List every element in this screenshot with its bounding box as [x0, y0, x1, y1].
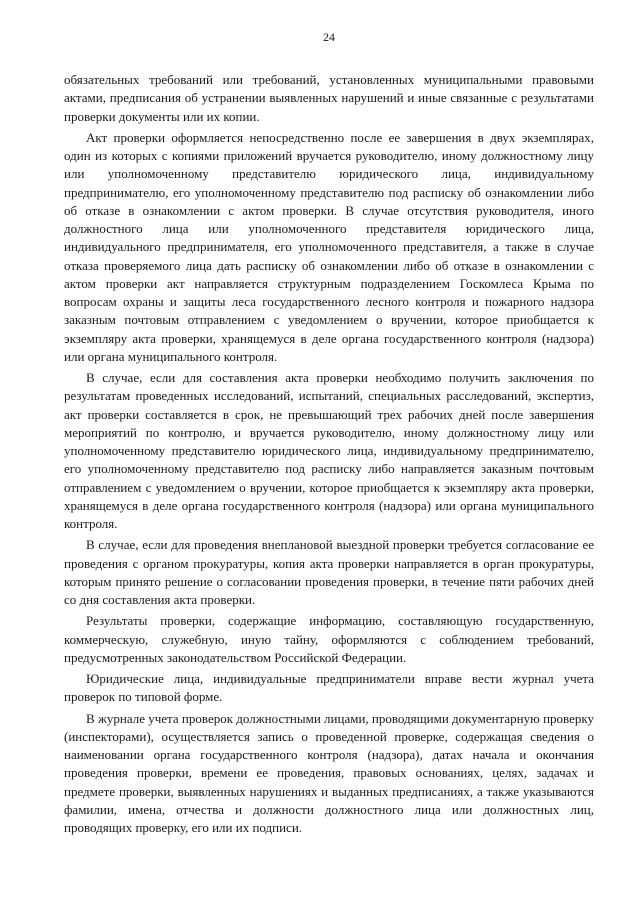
paragraph-continuation: обязательных требований или требований, установленных муниципальными правовыми актами, предписания об устранении выявленных нарушений и иные связанные с результатами проверки документы или их копии.	[64, 72, 594, 124]
page-number: 24	[323, 30, 335, 44]
paragraph-prosecutor-approval: В случае, если для проведения внеплановой выездной проверки требуется согласование ее проведения с органом прокуратуры, копия акта проверки направляется в орган прокуратуры, которым принято решение о согласовании проведения проверки, в течение пяти рабочих дней со дня составления акта проверки.	[64, 537, 594, 607]
paragraph-expert-conclusions: В случае, если для составления акта проверки необходимо получить заключения по результатам проведенных исследований, испытаний, специальных расследований, экспертиз, акт проверки составляется в срок, не превышающий трех рабочих дней после завершения мероприятий по контролю, и вручается руководителю, иному должностному лицу или уполномоченному представителю юридического лица, индивидуальному предпринимателю, его уполномоченному представителю под расписку либо направляется заказным почтовым отправлением с уведомлением о вручении, которое приобщается к экземпляру акта проверки, хранящемуся в деле органа государственного контроля (надзора) или органа муниципального контроля.	[64, 370, 594, 531]
paragraph-inspection-log: Юридические лица, индивидуальные предприниматели вправе вести журнал учета проверок по типовой форме.	[64, 671, 594, 705]
paragraph-act-of-inspection: Акт проверки оформляется непосредственно после ее завершения в двух экземплярах, один из которых с копиями приложений вручается руководителю, иному должностному лицу или уполномоченному представителю юридического лица, индивидуальному предпринимателю, его уполномоченному представителю под расписку об ознакомлении либо об отказе в ознакомлении с актом проверки. В случае отсутствия руководителя, иного должностного лица или уполномоченного представителя юридического лица, индивидуального предпринимателя, его уполномоченного представителя, а также в случае отказа проверяемого лица дать расписку об ознакомлении либо об отказе в ознакомлении с актом проверки акт направляется структурным подразделением Госкомлеса Крыма по вопросам охраны и защиты леса государственного лесного контроля и пожарного надзора заказным почтовым отправлением с уведомлением о вручении, которое приобщается к экземпляру акта проверки, хранящемуся в деле органа государственного контроля (надзора) или органа муниципального контроля.	[64, 129, 594, 364]
paragraph-log-entries: В журнале учета проверок должностными лицами, проводящими документарную проверку (инспекторами), осуществляется запись о проведенной проверке, содержащая сведения о наименовании органа государственного контроля (надзора), датах начала и окончания проведения проверки, времени ее проведения, правовых основаниях, целях, задачах и предмете проверки, выявленных нарушениях и выданных предписаниях, а также указываются фамилии, имена, отчества и должности должностного лица или должностных лиц, проводящих проверку, его или их подписи.	[64, 710, 595, 835]
paragraph-secret-information: Результаты проверки, содержащие информацию, составляющую государственную, коммерческую, служебную, иную тайну, оформляются с соблюдением требований, предусмотренных законодательством Российской Федерации.	[64, 613, 594, 665]
